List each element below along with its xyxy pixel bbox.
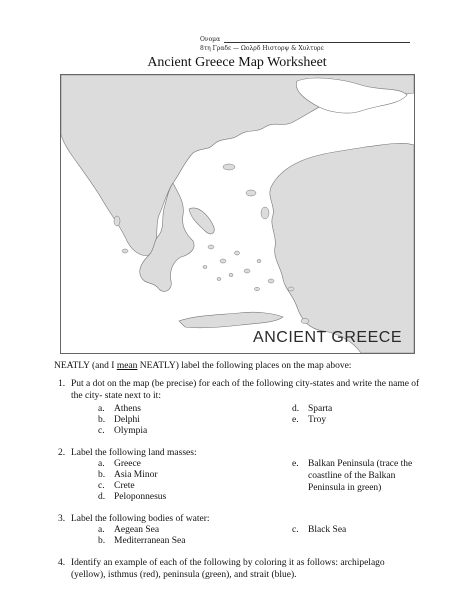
header xyxy=(200,36,410,52)
name-label: Ονομα xyxy=(200,36,221,43)
list-item: d. Peloponnesus xyxy=(98,492,167,502)
question-text: Label the following land masses: xyxy=(71,448,197,458)
page-title: Ancient Greece Map Worksheet xyxy=(147,55,327,70)
question-number: 4. xyxy=(58,558,66,568)
name-blank[interactable] xyxy=(224,36,410,43)
list-item: b. Asia Minor xyxy=(98,470,158,480)
list-item: b. Delphi xyxy=(98,415,140,425)
map-label: ANCIENT GREECE xyxy=(253,329,402,346)
list-item: a. Athens xyxy=(98,404,141,414)
question-4 xyxy=(58,557,421,581)
map-drawing xyxy=(61,75,414,353)
question-number: 1. xyxy=(58,379,66,389)
instructions xyxy=(54,360,434,372)
question-text: Label the following bodies of water: xyxy=(71,514,210,524)
question-number: 3. xyxy=(58,514,66,524)
intro-post: NEATLY) label the following places on the map above: xyxy=(137,361,352,371)
class-line: 8τη Γραδε — Ωολρδ Ηιστορψ & Χυλτυρε xyxy=(200,45,324,52)
intro-pre: NEATLY (and I xyxy=(54,361,117,371)
list-item: c. Olympia xyxy=(98,426,148,436)
list-item: c. Black Sea xyxy=(292,525,347,535)
name-line xyxy=(200,36,410,43)
list-item: a. Aegean Sea xyxy=(98,525,160,535)
list-item: e. Troy xyxy=(292,415,327,425)
list-item: c. Crete xyxy=(98,481,135,491)
list-item: e. Balkan Peninsula (trace the coastline of the Balkan Peninsula in green) xyxy=(292,459,413,493)
list-item: b. Mediterranean Sea xyxy=(98,536,186,546)
map-image xyxy=(60,74,415,354)
question-text: Identify an example of each of the following by coloring it as follows: archipelago (yellow), isthmus (red), peninsula (green), and strait (blue). xyxy=(71,558,385,580)
question-text: Put a dot on the map (be precise) for each of the following city-states and write the name of the city- state next to it: xyxy=(71,379,420,401)
list-item: a. Greece xyxy=(98,459,141,469)
question-number: 2. xyxy=(58,448,66,458)
intro-emphasis: mean xyxy=(116,361,138,371)
list-item: d. Sparta xyxy=(292,404,333,414)
question-1 xyxy=(58,378,421,402)
